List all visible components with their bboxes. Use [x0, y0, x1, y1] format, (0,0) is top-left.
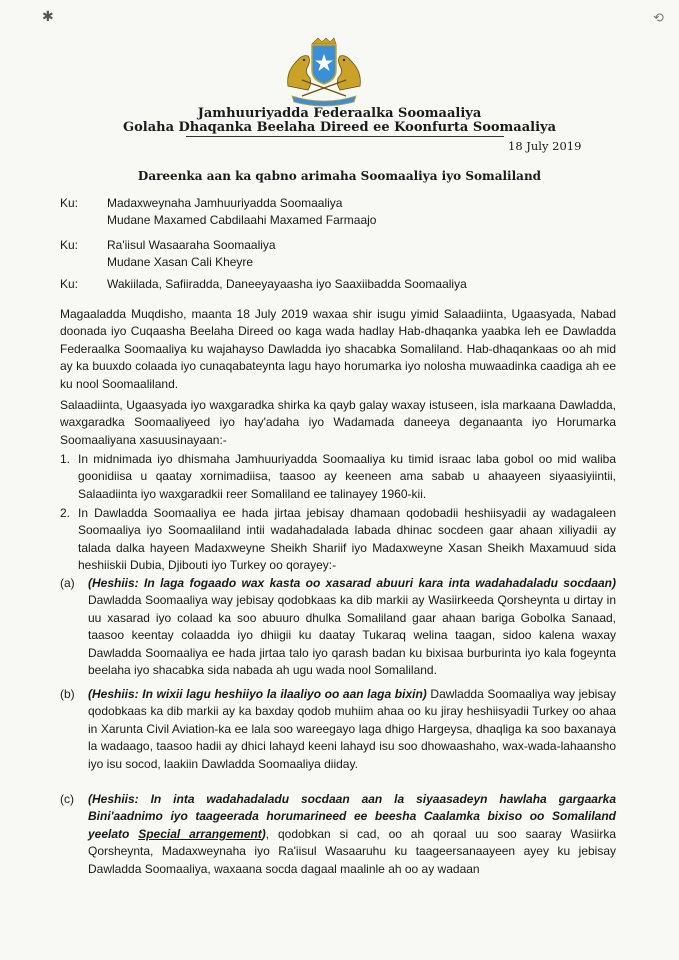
recipient-label: Ku:: [60, 238, 79, 252]
subitem-label: (a): [60, 576, 75, 590]
paragraph-resolution: Salaadiinta, Ugaasyada iyo waxgaradka shirka ka qayb galay waxay istuseen, isla markaana Dawladda, waxgaradka Soomaaliyeed iyo hay'adaha iyo Wadamada daneeya deganaanta iyo Horumarka Soomaaliyana xasuusinayaan:-: [60, 398, 616, 447]
subitem-label: (c): [60, 792, 74, 806]
recipient-line: Mudane Maxamed Cabdilaahi Maxamed Farmaajo: [107, 213, 377, 227]
subitem-heading-underlined: Special arrangement: [138, 826, 262, 841]
coat-of-arms-emblem: [278, 36, 370, 108]
paragraph-intro: Magaaladda Muqdisho, maanta 18 July 2019 waxaa shir isugu yimid Salaadiinta, Ugaasyada, Nabad doonada iyo Cuqaasha Beelaha Direed oo kaga wada hadlay Hab-dhaqanka yaabka leh ee Dawladda Federaalka Soomaaliya ku wajahayso Dawladda iyo shacabka Somaliland. Hab-dhaqankaas oo ah mid ay ka buuxdo colaada iyo cunaqabateynta lagu hayo horumarka iyo nolosha muwaadinka caadiga ah ee ku nool Soomaaliland.: [60, 307, 616, 391]
subitem-text: Dawladda Soomaaliya way jebisay qodobkaas ka dib markii ay ka baxday qodob muhiim ahaa oo ku jiray heshiisyadii Turkey oo ahaa in Xarunta Civil Aviation-ka ee lala soo wareegayo laga dhigo Hargeysa, dhaqliga ka soo baxanaya la wadaago, taasoo hadii ay dhici lahayd keeni lahayd isu soo dhowaashaho, wax-wada-lahaansho iyo isu socod, laakiin Dawladda Soomaaliya diiday.: [88, 687, 616, 771]
letter-subject: Dareenka aan ka qabno arimaha Soomaaliya iyo Somaliland: [137, 169, 542, 183]
item-text: In Dawladda Soomaaliya ee hada jirtaa jebisay dhamaan qodobadii heshiisyadii ay wadagaleen Soomaaliya iyo Soomaaliland intii wadahadalada labada dhinac socdeen gaar ahaan xiliyadii ay talada dalka hayeen Madaxweyne Sheikh Shariif iyo Madaxweyne Xasan Sheikh Maxamuud sida heshiiskii Dubia, Djibouti iyo Turkey oo qorayey:-: [78, 506, 616, 573]
item-number: 2.: [60, 506, 71, 520]
recipient-line: Mudane Xasan Cali Kheyre: [107, 255, 254, 269]
corner-mark-icon: ✱: [42, 8, 54, 24]
letter-date: 18 July 2019: [508, 139, 582, 153]
recipient-label: Ku:: [60, 196, 79, 210]
header-line-1: Jamhuuriyadda Federaalka Soomaaliya: [197, 106, 482, 121]
subitem-heading: (Heshiis: In inta wadahadaladu socdaan aan la siyaasadeyn hawlaha gargaarka Bini'aadnimo iyo taageerada horumarineed ee beesha Caalamka bixiso oo Somaliland yeelato: [88, 792, 616, 841]
subitem-text: , qodobkan si cad, oo ah qoraal uu soo saaray Wasiirka Qorsheynta, Madaxweynaha iyo Ra'iisul Wasaaruhu ku taageersanaayeen ayey ku jebisay Dawladda Soomaaliya, waxaana socda dagaal maalinle ah oo ay wadaan: [88, 826, 617, 876]
share-icon: ⟲: [653, 10, 664, 25]
recipient-line: Ra'iisul Wasaaraha Soomaaliya: [107, 238, 276, 252]
subitem-heading: (Heshiis: In laga fogaado wax kasta oo xasarad abuuri kara inta wadahadaladu socdaan): [88, 576, 616, 590]
header-line-2: Golaha Dhaqanka Beelaha Direed ee Koonfurta Soomaaliya: [122, 120, 557, 135]
subitem-label: (b): [60, 687, 75, 701]
subitem-a: [88, 575, 616, 679]
subitem-heading: (Heshiis: In wixii lagu heshiiyo la ilaaliyo oo aan laga bixin): [88, 687, 427, 701]
recipient-line: Madaxweynaha Jamhuuriyadda Soomaaliya: [107, 196, 343, 210]
subitem-heading-end: ): [261, 826, 266, 841]
header-divider: [186, 136, 504, 137]
subitem-text: Dawladda Soomaaliya way jebisay qodobkaas ka dib markii ay Wasiirkeeda Qorsheynta u dirtay in uu xasarad iyo colaad ka soo abuuro dhulka Somaliland gaar ahaan bariga Gobolka Sanaad, taasoo keentay colaadda iyo dhiigii ku daatay Tukaraq welina taagan, sidoo kalena waxay Dawladda Soomaaliya ee hada jirtaa talo iyo qarash badan ku bixisaa burburinta iyo kala fogeynta beelaha iyo shacabka sida nabada ah ugu wada nool Somaliland.: [88, 593, 616, 678]
item-text: In midnimada iyo dhismaha Jamhuuriyadda Soomaaliya ku timid israac laba gobol oo mid waliba goonidiisa u qaatay xornimadiisa, taasoo ay keeneen ama sabab u ahaayeen siyaasiyiintii, Salaadiinta iyo waxgaradkii reer Somaliland ee talinayey 1960-kii.: [78, 452, 616, 501]
item-number: 1.: [60, 452, 71, 466]
subitem-c: [88, 791, 616, 878]
recipient-line: Wakiilada, Safiiradda, Daneeyayaasha iyo Saaxiibadda Soomaaliya: [107, 277, 467, 291]
recipient-label: Ku:: [60, 277, 79, 291]
subitem-b: [88, 686, 616, 773]
